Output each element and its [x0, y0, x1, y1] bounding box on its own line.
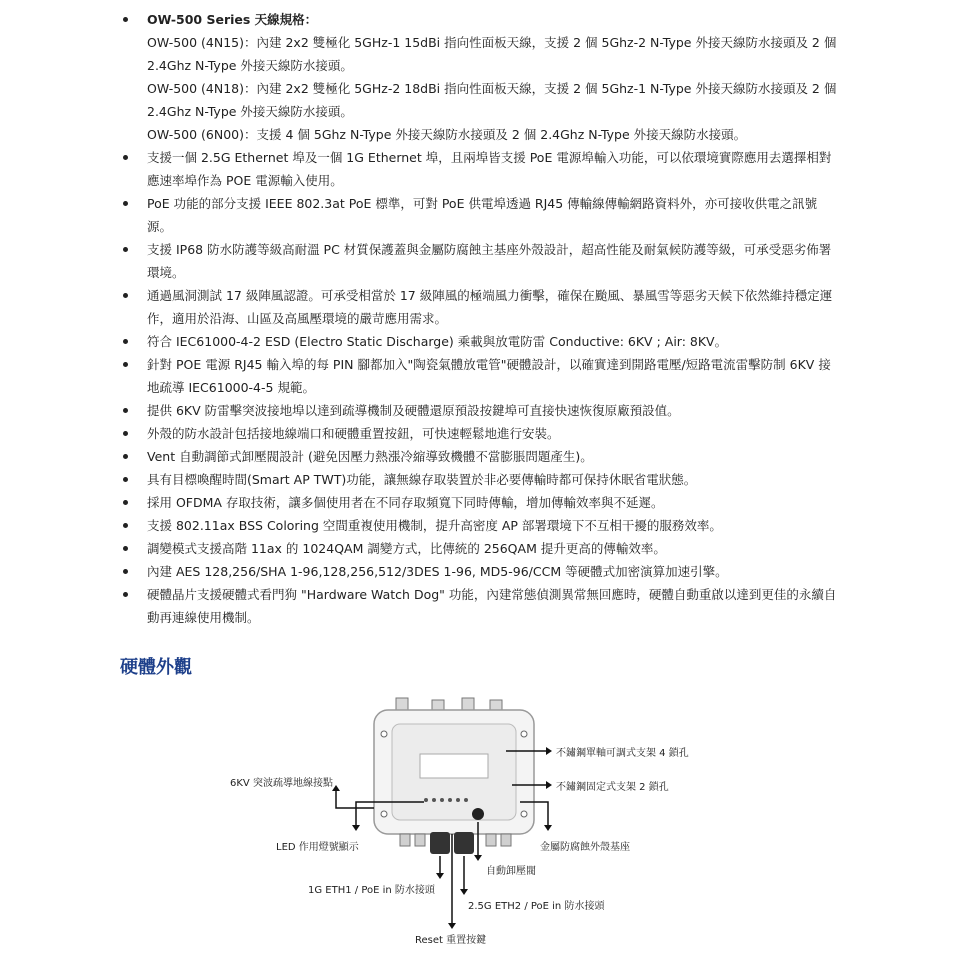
callout-led: LED 作用燈號顯示 — [276, 842, 359, 853]
led-dot — [432, 798, 436, 802]
arrow-head — [546, 781, 552, 789]
list-item: 提供 6KV 防雷擊突波接地埠以達到疏導機制及硬體還原預設按鍵埠可直接快速恢復原廠預設值。 — [120, 399, 840, 422]
callout-ground: 6KV 突波疏導地線接點 — [230, 778, 333, 789]
list-item: 具有目標喚醒時間(Smart AP TWT)功能，讓無線存取裝置於非必要傳輸時都可保持休眠省電狀態。 — [120, 468, 840, 491]
list-item: 內建 AES 128,256/SHA 1-96,128,256,512/3DES 1-96, MD5-96/CCM 等硬體式加密演算加速引擎。 — [120, 560, 840, 583]
arrow-head — [448, 923, 456, 929]
device-label — [420, 754, 488, 778]
antenna-variant: OW-500 (4N15)：內建 2x2 雙極化 5GHz-1 15dBi 指向性面板天線，支援 2 個 5Ghz-2 N-Type 外接天線防水接頭及 2 個 2.4Ghz N-Type 外接天線防水接頭。 — [147, 35, 837, 73]
led-dot — [464, 798, 468, 802]
led-dot — [448, 798, 452, 802]
list-item: 硬體晶片支援硬體式看門狗 "Hardware Watch Dog" 功能，內建常態偵測異常無回應時，硬體自動重啟以達到更佳的永續自動再連線使用機制。 — [120, 583, 840, 629]
antenna-variant: OW-500 (6N00)：支援 4 個 5Ghz N-Type 外接天線防水接頭及 2 個 2.4Ghz N-Type 外接天線防水接頭。 — [147, 127, 747, 142]
list-item: 支援一個 2.5G Ethernet 埠及一個 1G Ethernet 埠，且兩埠皆支援 PoE 電源埠輸入功能，可以依環境實際應用去選擇相對應速率埠作為 POE 電源輸入使用。 — [120, 146, 840, 192]
hardware-diagram — [0, 690, 960, 960]
list-item: 支援 IP68 防水防護等級高耐溫 PC 材質保護蓋與金屬防腐蝕主基座外殼設計，超高性能及耐氣候防護等級，可承受惡劣佈署環境。 — [120, 238, 840, 284]
callout-vent: 自動卸壓閥 — [486, 866, 536, 877]
antenna-connector — [501, 834, 511, 846]
eth1-gland — [430, 832, 450, 854]
callout-eth1: 1G ETH1 / PoE in 防水接頭 — [308, 885, 435, 896]
list-item: 外殼的防水設計包括接地線端口和硬體重置按鈕，可快速輕鬆地進行安裝。 — [120, 422, 840, 445]
mount-hole — [381, 811, 387, 817]
antenna-connector — [400, 834, 410, 846]
device-illustration — [0, 690, 960, 960]
antenna-connector — [415, 834, 425, 846]
arrow-head — [332, 785, 340, 791]
led-dot — [456, 798, 460, 802]
mount-hole — [521, 731, 527, 737]
spec-header: OW-500 Series 天線規格： — [147, 12, 318, 27]
callout-base: 金屬防腐蝕外殼基座 — [540, 842, 630, 853]
arrow-head — [474, 855, 482, 861]
callout-reset: Reset 重置按鍵 — [415, 935, 487, 946]
spec-list — [120, 8, 840, 629]
arrow-head — [546, 747, 552, 755]
callout-eth2: 2.5G ETH2 / PoE in 防水接頭 — [468, 901, 605, 912]
arrow-head — [544, 825, 552, 831]
list-item: 調變模式支援高階 11ax 的 1024QAM 調變方式，比傳統的 256QAM 提升更高的傳輸效率。 — [120, 537, 840, 560]
list-item — [120, 8, 840, 146]
list-item: 採用 OFDMA 存取技術，讓多個使用者在不同存取頻寬下同時傳輸，增加傳輸效率與不延遲。 — [120, 491, 840, 514]
list-item: 通過風洞測試 17 級陣風認證。可承受相當於 17 級陣風的極端風力衝擊，確保在颱風、暴風雪等惡劣天候下依然維持穩定運作，適用於沿海、山區及高風壓環境的嚴苛應用需求。 — [120, 284, 840, 330]
antenna-variant: OW-500 (4N18)：內建 2x2 雙極化 5GHz-2 18dBi 指向性面板天線，支援 2 個 5Ghz-1 N-Type 外接天線防水接頭及 2 個 2.4Ghz N-Type 外接天線防水接頭。 — [147, 81, 837, 119]
callout-line — [336, 790, 374, 808]
mount-hole — [381, 731, 387, 737]
led-dot — [424, 798, 428, 802]
vent-valve — [472, 808, 484, 820]
arrow-head — [436, 873, 444, 879]
arrow-head — [460, 889, 468, 895]
section-title: 硬體外觀 — [120, 657, 192, 678]
arrow-head — [352, 825, 360, 831]
list-item: 針對 POE 電源 RJ45 輸入埠的每 PIN 腳都加入"陶瓷氣體放電管"硬體設計，以確實達到開路電壓/短路電流雷擊防制 6KV 接地疏導 IEC61000-4-5 規範。 — [120, 353, 840, 399]
list-item: Vent 自動調節式卸壓閥設計 (避免因壓力熱漲冷縮導致機體不當膨脹問題產生)。 — [120, 445, 840, 468]
list-item: PoE 功能的部分支援 IEEE 802.3at PoE 標準，可對 PoE 供電埠透過 RJ45 傳輸線傳輸網路資料外，亦可接收供電之訊號源。 — [120, 192, 840, 238]
eth2-gland — [454, 832, 474, 854]
list-item: 支援 802.11ax BSS Coloring 空間重複使用機制，提升高密度 AP 部署環境下不互相干擾的服務效率。 — [120, 514, 840, 537]
antenna-connector — [486, 834, 496, 846]
led-dot — [440, 798, 444, 802]
callout-bracket-2: 不鏽鋼固定式支架 2 鎖孔 — [556, 782, 669, 793]
mount-hole — [521, 811, 527, 817]
callout-bracket-4: 不鏽鋼單軸可調式支架 4 鎖孔 — [556, 748, 689, 759]
list-item: 符合 IEC61000-4-2 ESD (Electro Static Discharge) 乘載與放電防雷 Conductive: 6KV ; Air: 8KV。 — [120, 330, 840, 353]
